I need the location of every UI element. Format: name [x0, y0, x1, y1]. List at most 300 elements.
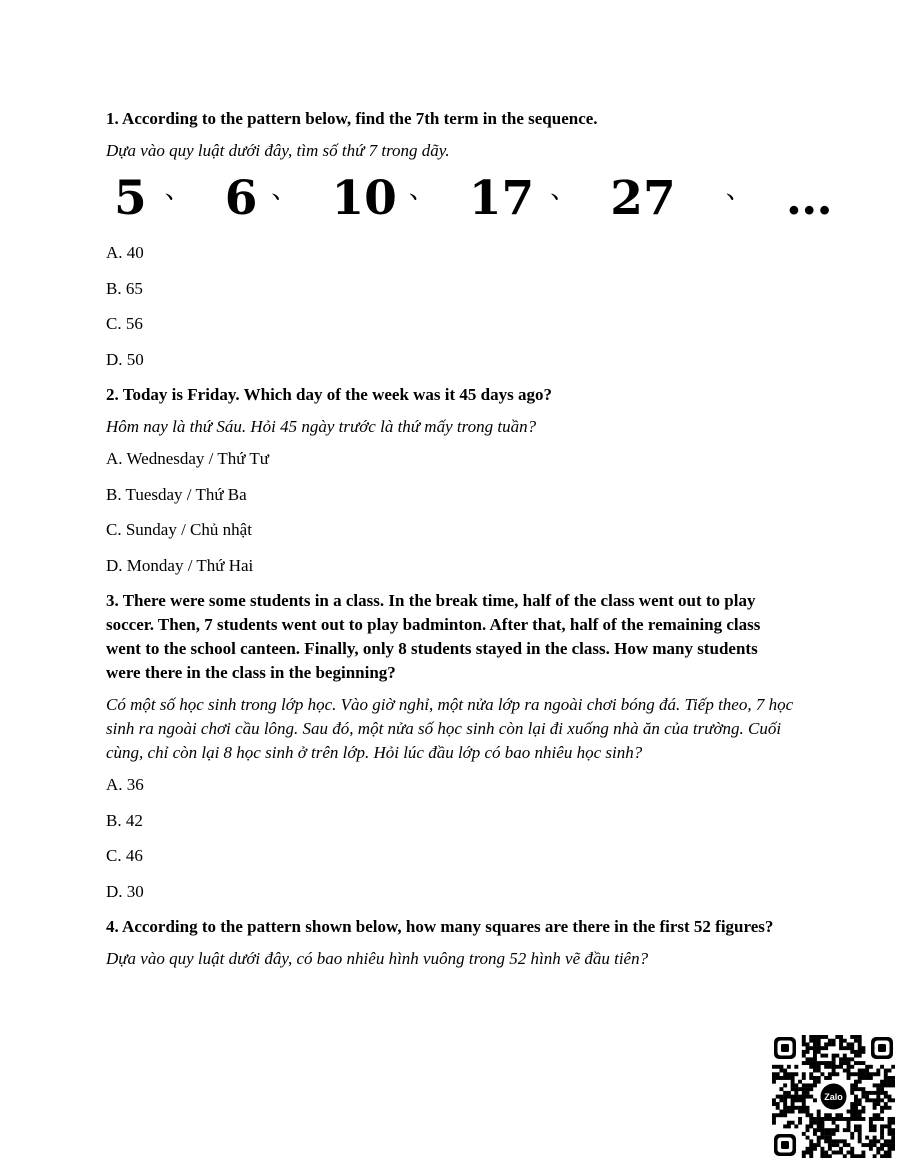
qr-module	[813, 1083, 817, 1087]
qr-module	[817, 1080, 821, 1084]
qr-module	[817, 1061, 821, 1065]
qr-module	[880, 1080, 884, 1084]
qr-module	[847, 1046, 851, 1050]
qr-module	[850, 1113, 854, 1117]
qr-module	[835, 1113, 839, 1117]
sequence-term: 10	[331, 171, 397, 226]
option-a: A. 40	[106, 243, 144, 262]
qr-finder-top-right	[871, 1037, 893, 1059]
qr-module	[854, 1039, 858, 1043]
sequence-separator: 、	[271, 175, 298, 205]
qr-module	[776, 1072, 780, 1076]
qr-module	[865, 1098, 869, 1102]
qr-module	[854, 1102, 858, 1106]
qr-module	[806, 1083, 810, 1087]
qr-module	[865, 1095, 869, 1099]
qr-module	[847, 1128, 851, 1132]
qr-module	[873, 1143, 877, 1147]
qr-module	[794, 1098, 798, 1102]
qr-module	[802, 1095, 806, 1099]
qr-module	[832, 1057, 836, 1061]
qr-module	[861, 1110, 865, 1114]
qr-module	[850, 1065, 854, 1069]
qr-module	[828, 1072, 832, 1076]
qr-module	[884, 1069, 888, 1073]
qr-module	[873, 1106, 877, 1110]
qr-module	[787, 1095, 791, 1099]
qr-module	[850, 1132, 854, 1136]
sequence-term: 6	[224, 171, 258, 226]
qr-module	[854, 1095, 858, 1099]
question-3-title: 3. There were some students in a class. In the break time, half of the class went out to play soccer. Then, 7 students went out to play badminton. After that, half of the remaining class went to the school canteen. Finally, only 8 students stayed in the class. How many students were there in the class in the beginning?	[106, 591, 761, 682]
qr-module	[820, 1121, 824, 1125]
qr-module	[854, 1124, 858, 1128]
qr-module	[783, 1113, 787, 1117]
qr-module	[791, 1080, 795, 1084]
qr-module	[858, 1113, 862, 1117]
qr-module	[847, 1076, 851, 1080]
qr-module	[835, 1139, 839, 1143]
qr-module	[873, 1102, 877, 1106]
qr-module	[891, 1098, 895, 1102]
qr-module	[891, 1128, 895, 1132]
option-a: A. Wednesday / Thứ Tư	[106, 449, 269, 468]
qr-module	[783, 1083, 787, 1087]
qr-module	[832, 1065, 836, 1069]
qr-module	[798, 1080, 802, 1084]
qr-module	[888, 1143, 892, 1147]
qr-module	[779, 1087, 783, 1091]
sequence-separator: 、	[550, 175, 577, 205]
qr-module	[891, 1080, 895, 1084]
qr-module	[839, 1039, 843, 1043]
qr-module	[779, 1069, 783, 1073]
qr-module	[858, 1054, 862, 1058]
qr-module	[772, 1076, 776, 1080]
qr-module	[850, 1035, 854, 1039]
qr-module	[876, 1102, 880, 1106]
qr-module	[787, 1065, 791, 1069]
qr-module	[809, 1083, 813, 1087]
qr-module	[869, 1072, 873, 1076]
qr-module	[791, 1110, 795, 1114]
qr-module	[843, 1057, 847, 1061]
qr-module	[839, 1042, 843, 1046]
qr-module	[847, 1117, 851, 1121]
qr-module	[791, 1098, 795, 1102]
qr-module	[798, 1087, 802, 1091]
qr-module	[865, 1065, 869, 1069]
qr-module	[869, 1098, 873, 1102]
qr-module	[813, 1042, 817, 1046]
qr-module	[888, 1080, 892, 1084]
qr-module	[876, 1087, 880, 1091]
qr-module	[791, 1102, 795, 1106]
qr-module	[772, 1065, 776, 1069]
qr-module	[832, 1117, 836, 1121]
qr-module	[824, 1128, 828, 1132]
qr-module	[888, 1106, 892, 1110]
qr-module	[806, 1046, 810, 1050]
qr-module	[809, 1143, 813, 1147]
qr-module	[839, 1035, 843, 1039]
qr-module	[880, 1110, 884, 1114]
qr-module	[791, 1083, 795, 1087]
qr-module	[884, 1072, 888, 1076]
qr-module	[809, 1065, 813, 1069]
qr-module	[817, 1035, 821, 1039]
qr-module	[854, 1154, 858, 1158]
qr-module	[847, 1151, 851, 1155]
worksheet	[106, 107, 833, 979]
qr-module	[858, 1117, 862, 1121]
qr-module	[884, 1154, 888, 1158]
qr-module	[850, 1151, 854, 1155]
qr-module	[798, 1095, 802, 1099]
qr-module	[806, 1113, 810, 1117]
qr-module	[817, 1050, 821, 1054]
qr-module	[869, 1147, 873, 1151]
qr-module	[809, 1035, 813, 1039]
qr-module	[850, 1091, 854, 1095]
qr-module	[806, 1147, 810, 1151]
qr-module	[876, 1098, 880, 1102]
qr-module	[802, 1042, 806, 1046]
qr-module	[832, 1139, 836, 1143]
qr-module	[824, 1046, 828, 1050]
qr-module	[817, 1117, 821, 1121]
qr-module	[813, 1061, 817, 1065]
qr-module	[884, 1091, 888, 1095]
qr-module	[839, 1139, 843, 1143]
qr-module	[888, 1095, 892, 1099]
qr-module	[806, 1042, 810, 1046]
qr-module	[861, 1072, 865, 1076]
qr-module	[850, 1106, 854, 1110]
qr-module	[820, 1132, 824, 1136]
question-3	[106, 589, 796, 904]
qr-module	[809, 1124, 813, 1128]
qr-module	[806, 1057, 810, 1061]
qr-module	[876, 1069, 880, 1073]
qr-module	[880, 1098, 884, 1102]
qr-module	[832, 1039, 836, 1043]
qr-module	[891, 1136, 895, 1140]
qr-module	[820, 1147, 824, 1151]
qr-module	[880, 1087, 884, 1091]
qr-module	[772, 1113, 776, 1117]
question-1-title: 1. According to the pattern below, find the 7th term in the sequence.	[106, 109, 598, 128]
qr-module	[828, 1065, 832, 1069]
qr-module	[802, 1083, 806, 1087]
qr-module	[847, 1072, 851, 1076]
qr-module	[850, 1117, 854, 1121]
qr-module	[813, 1128, 817, 1132]
qr-module	[873, 1091, 877, 1095]
qr-module	[783, 1076, 787, 1080]
qr-module	[850, 1083, 854, 1087]
qr-module	[884, 1106, 888, 1110]
qr-module	[850, 1072, 854, 1076]
qr-module	[865, 1072, 869, 1076]
qr-module	[783, 1072, 787, 1076]
qr-module	[880, 1065, 884, 1069]
qr-module	[806, 1091, 810, 1095]
qr-module	[824, 1117, 828, 1121]
qr-module	[858, 1076, 862, 1080]
qr-module	[820, 1117, 824, 1121]
qr-module	[779, 1076, 783, 1080]
qr-module	[828, 1117, 832, 1121]
qr-module	[858, 1110, 862, 1114]
qr-module	[791, 1121, 795, 1125]
qr-module	[880, 1106, 884, 1110]
qr-module	[873, 1128, 877, 1132]
qr-module	[828, 1061, 832, 1065]
qr-module	[861, 1061, 865, 1065]
qr-module	[847, 1143, 851, 1147]
sequence-separator: 、	[725, 175, 752, 205]
qr-module	[854, 1050, 858, 1054]
qr-module	[779, 1110, 783, 1114]
qr-module	[802, 1039, 806, 1043]
qr-module	[869, 1124, 873, 1128]
qr-module	[791, 1095, 795, 1099]
qr-module	[802, 1132, 806, 1136]
option-b: B. 65	[106, 278, 143, 298]
qr-module	[888, 1117, 892, 1121]
qr-module	[817, 1039, 821, 1043]
qr-module	[835, 1072, 839, 1076]
zalo-qr-code[interactable]	[772, 1035, 895, 1158]
qr-module	[835, 1124, 839, 1128]
qr-module	[869, 1091, 873, 1095]
qr-module	[884, 1080, 888, 1084]
qr-module	[806, 1061, 810, 1065]
sequence-term: 17	[468, 171, 535, 226]
qr-module	[861, 1069, 865, 1073]
qr-module	[817, 1143, 821, 1147]
qr-module	[820, 1046, 824, 1050]
qr-module	[891, 1147, 895, 1151]
qr-module	[817, 1076, 821, 1080]
question-1	[106, 107, 833, 372]
qr-module	[835, 1054, 839, 1058]
qr-module	[791, 1072, 795, 1076]
qr-module	[787, 1072, 791, 1076]
option-a: A. 36	[106, 775, 144, 794]
qr-module	[884, 1139, 888, 1143]
qr-module	[839, 1057, 843, 1061]
sequence-separator: 、	[408, 175, 435, 205]
qr-module	[880, 1143, 884, 1147]
qr-module	[847, 1057, 851, 1061]
qr-module	[850, 1087, 854, 1091]
qr-module	[828, 1113, 832, 1117]
qr-module	[813, 1050, 817, 1054]
qr-module	[865, 1091, 869, 1095]
qr-module	[809, 1072, 813, 1076]
qr-module	[824, 1154, 828, 1158]
option-d: D. 30	[106, 881, 144, 901]
question-1-vietnamese: Dựa vào quy luật dưới đây, tìm số thứ 7 trong dãy.	[106, 141, 450, 160]
qr-module	[772, 1098, 776, 1102]
qr-module	[839, 1117, 843, 1121]
qr-module	[888, 1076, 892, 1080]
qr-module	[873, 1083, 877, 1087]
qr-module	[794, 1106, 798, 1110]
qr-module	[850, 1042, 854, 1046]
qr-module	[813, 1057, 817, 1061]
qr-module	[858, 1136, 862, 1140]
qr-module	[835, 1151, 839, 1155]
qr-module	[880, 1091, 884, 1095]
option-d: D. 50	[106, 349, 144, 369]
qr-module	[809, 1057, 813, 1061]
qr-module	[783, 1069, 787, 1073]
option-c: C. Sunday / Chủ nhật	[106, 520, 252, 539]
qr-module	[843, 1117, 847, 1121]
qr-module	[861, 1151, 865, 1155]
qr-module	[813, 1035, 817, 1039]
qr-module	[813, 1143, 817, 1147]
qr-module	[847, 1069, 851, 1073]
qr-module	[839, 1065, 843, 1069]
qr-module	[776, 1102, 780, 1106]
zalo-logo-icon	[818, 1081, 850, 1113]
qr-module	[850, 1147, 854, 1151]
qr-module	[873, 1139, 877, 1143]
qr-module	[809, 1046, 813, 1050]
qr-module	[798, 1098, 802, 1102]
qr-module	[824, 1061, 828, 1065]
qr-module	[891, 1132, 895, 1136]
question-2-vietnamese: Hôm nay là thứ Sáu. Hỏi 45 ngày trước là thứ mấy trong tuần?	[106, 417, 537, 436]
qr-module	[772, 1102, 776, 1106]
qr-module	[813, 1065, 817, 1069]
qr-module	[876, 1139, 880, 1143]
qr-module	[850, 1057, 854, 1061]
qr-module	[858, 1087, 862, 1091]
qr-module	[824, 1065, 828, 1069]
qr-module	[779, 1065, 783, 1069]
qr-module	[820, 1061, 824, 1065]
qr-module	[817, 1065, 821, 1069]
question-4-vietnamese: Dựa vào quy luật dưới đây, có bao nhiêu hình vuông trong 52 hình vẽ đầu tiên?	[106, 949, 649, 968]
qr-module	[888, 1083, 892, 1087]
option-b: B. Tuesday / Thứ Ba	[106, 484, 247, 504]
qr-module	[873, 1154, 877, 1158]
qr-module	[802, 1050, 806, 1054]
qr-module	[861, 1117, 865, 1121]
qr-module	[824, 1076, 828, 1080]
qr-module	[820, 1136, 824, 1140]
qr-module	[869, 1128, 873, 1132]
qr-module	[776, 1106, 780, 1110]
question-4	[106, 915, 796, 971]
qr-module	[854, 1035, 858, 1039]
qr-module	[858, 1102, 862, 1106]
qr-module	[876, 1117, 880, 1121]
qr-module	[847, 1061, 851, 1065]
qr-module	[794, 1091, 798, 1095]
qr-module	[809, 1039, 813, 1043]
qr-module	[791, 1087, 795, 1091]
qr-module	[884, 1095, 888, 1099]
qr-module	[876, 1072, 880, 1076]
qr-module	[839, 1113, 843, 1117]
qr-module	[861, 1106, 865, 1110]
qr-module	[809, 1095, 813, 1099]
qr-module	[843, 1154, 847, 1158]
qr-module	[891, 1121, 895, 1125]
qr-module	[884, 1083, 888, 1087]
qr-module	[802, 1076, 806, 1080]
qr-finder-top-left	[774, 1037, 796, 1059]
qr-module	[802, 1054, 806, 1058]
qr-module	[880, 1124, 884, 1128]
qr-module	[794, 1087, 798, 1091]
qr-module	[854, 1106, 858, 1110]
qr-module	[813, 1054, 817, 1058]
qr-module	[787, 1091, 791, 1095]
qr-module	[850, 1050, 854, 1054]
qr-module	[832, 1151, 836, 1155]
qr-module	[802, 1154, 806, 1158]
qr-module	[828, 1143, 832, 1147]
qr-module	[828, 1039, 832, 1043]
qr-module	[794, 1065, 798, 1069]
qr-module	[861, 1095, 865, 1099]
qr-module	[813, 1080, 817, 1084]
qr-module	[794, 1072, 798, 1076]
qr-module	[824, 1132, 828, 1136]
qr-module	[858, 1124, 862, 1128]
sequence-ellipsis: …	[785, 171, 833, 226]
qr-module	[809, 1154, 813, 1158]
qr-module	[802, 1035, 806, 1039]
qr-module	[843, 1061, 847, 1065]
qr-module	[861, 1091, 865, 1095]
qr-module	[858, 1154, 862, 1158]
qr-module	[828, 1132, 832, 1136]
qr-module	[876, 1113, 880, 1117]
qr-module	[787, 1121, 791, 1125]
qr-module	[832, 1143, 836, 1147]
qr-module	[783, 1110, 787, 1114]
qr-module	[809, 1147, 813, 1151]
qr-module	[832, 1054, 836, 1058]
qr-module	[798, 1110, 802, 1114]
qr-module	[828, 1147, 832, 1151]
qr-module	[802, 1072, 806, 1076]
qr-module	[888, 1069, 892, 1073]
qr-module	[876, 1147, 880, 1151]
qr-module	[776, 1065, 780, 1069]
qr-module	[854, 1083, 858, 1087]
qr-module	[854, 1128, 858, 1132]
qr-module	[820, 1072, 824, 1076]
qr-module	[820, 1128, 824, 1132]
qr-module	[802, 1061, 806, 1065]
qr-module	[891, 1065, 895, 1069]
qr-module	[798, 1121, 802, 1125]
qr-module	[794, 1124, 798, 1128]
qr-module	[817, 1042, 821, 1046]
qr-module	[858, 1046, 862, 1050]
qr-module	[865, 1136, 869, 1140]
qr-module	[787, 1124, 791, 1128]
